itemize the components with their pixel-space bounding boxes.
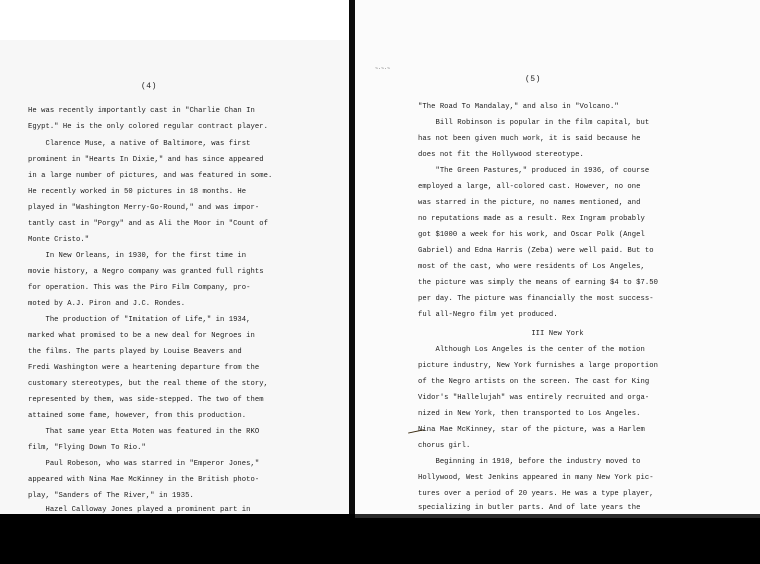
- text-line: of the Negro artists on the screen. The cast for King: [418, 378, 650, 386]
- text-line: That same year Etta Moten was featured in the RKO: [28, 428, 260, 436]
- text-line: prominent in "Hearts In Dixie," and has since appeared: [28, 156, 264, 164]
- text-line: does not fit the Hollywood stereotype.: [418, 151, 584, 159]
- text-line: Hazel Calloway Jones played a prominent part in: [28, 506, 251, 514]
- text-line: in a large number of pictures, and was featured in some.: [28, 172, 273, 180]
- text-line: The production of "Imitation of Life," in 1934,: [28, 316, 251, 324]
- text-line: customary stereotypes, but the real theme of the story,: [28, 380, 268, 388]
- page-number: (5): [525, 75, 541, 84]
- section-heading: III New York: [531, 330, 584, 338]
- text-line: played in "Washington Merry-Go-Round," and was impor-: [28, 204, 260, 212]
- text-line: He recently worked in 50 pictures in 18 months. He: [28, 188, 247, 196]
- text-line: attained some fame, however, from this production.: [28, 412, 247, 420]
- text-line: In New Orleans, in 1930, for the first time in: [28, 252, 247, 260]
- left-page: [0, 40, 349, 514]
- text-line: no reputations made as a result. Rex Ingram probably: [418, 215, 645, 223]
- text-line: got $1000 a week for his work, and Oscar Polk (Angel: [418, 231, 645, 239]
- text-line: has not been given much work, it is said because he: [418, 135, 641, 143]
- text-line: was starred in the picture, no names mentioned, and: [418, 199, 641, 207]
- text-line: tantly cast in "Porgy" and as Ali the Moor in "Count of: [28, 220, 268, 228]
- text-line: play, "Sanders of The River," in 1935.: [28, 492, 194, 500]
- page-edge-shadow: [355, 514, 760, 518]
- text-line: the films. The parts played by Louise Beavers and: [28, 348, 242, 356]
- margin-mark: ~·~·~: [375, 66, 391, 72]
- text-line: film, "Flying Down To Rio.": [28, 444, 146, 452]
- page-number: (4): [141, 82, 157, 91]
- text-line: nized in New York, then transported to Los Angeles.: [418, 410, 641, 418]
- text-line: Gabriel) and Edna Harris (Zeba) were well paid. But to: [418, 247, 654, 255]
- text-line: for operation. This was the Piro Film Company, pro-: [28, 284, 251, 292]
- text-line: tures over a period of 20 years. He was a type player,: [418, 490, 654, 498]
- text-line: Bill Robinson is popular in the film capital, but: [418, 119, 650, 127]
- text-line: represented by them, was side-stepped. The two of them: [28, 396, 264, 404]
- text-line: Paul Robeson, who was starred in "Emperor Jones,": [28, 460, 260, 468]
- text-line: Although Los Angeles is the center of the motion: [418, 346, 645, 354]
- text-line: employed a large, all-colored cast. However, no one: [418, 183, 641, 191]
- text-line: He was recently importantly cast in "Charlie Chan In: [28, 107, 255, 115]
- text-line: Egypt." He is the only colored regular contract player.: [28, 123, 268, 131]
- text-line: Vidor's "Hallelujah" was entirely recruited and orga-: [418, 394, 650, 402]
- text-line: Nina Mae McKinney, star of the picture, was a Harlem: [418, 426, 645, 434]
- text-line: picture industry, New York furnishes a large proportion: [418, 362, 658, 370]
- text-line: Monte Cristo.": [28, 236, 90, 244]
- text-line: ful all-Negro film yet produced.: [418, 311, 558, 319]
- text-line: Clarence Muse, a native of Baltimore, was first: [28, 140, 251, 148]
- scan-bottom-border: [0, 514, 760, 564]
- text-line: per day. The picture was financially the most success-: [418, 295, 654, 303]
- text-line: specializing in butler parts. And of late years the: [418, 504, 641, 512]
- text-line: Fredi Washington were a heartening departure from the: [28, 364, 260, 372]
- text-line: the picture was simply the means of earning $4 to $7.50: [418, 279, 658, 287]
- right-page: [355, 0, 760, 514]
- text-line: Hollywood, West Jenkins appeared in many New York pic-: [418, 474, 654, 482]
- text-line: marked what promised to be a new deal for Negroes in: [28, 332, 255, 340]
- text-line: most of the cast, who were residents of Los Angeles,: [418, 263, 645, 271]
- text-line: "The Road To Mandalay," and also in "Volcano.": [418, 103, 619, 111]
- text-line: movie history, a Negro company was granted full rights: [28, 268, 264, 276]
- text-line: "The Green Pastures," produced in 1936, of course: [418, 167, 650, 175]
- text-line: chorus girl.: [418, 442, 471, 450]
- text-line: appeared with Nina Mae McKinney in the British photo-: [28, 476, 260, 484]
- text-line: Beginning in 1910, before the industry moved to: [418, 458, 641, 466]
- text-line: moted by A.J. Piron and J.C. Rondes.: [28, 300, 186, 308]
